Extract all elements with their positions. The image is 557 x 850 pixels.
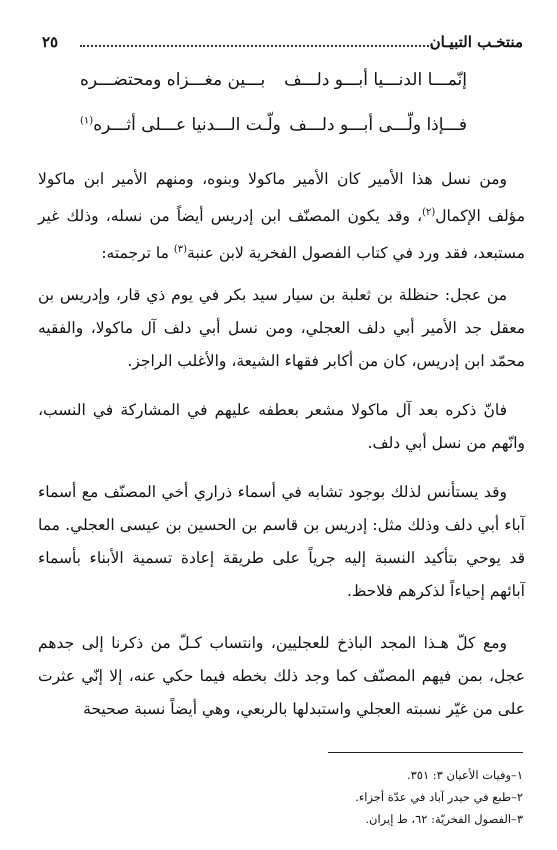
verse-first-hemistich: إنّمـــا الدنـــيا أبـــو دلـــف (284, 70, 467, 90)
verse-second-hemistich (80, 115, 281, 135)
poem-verse (40, 115, 517, 145)
footnote-item: ٣–الفصول الفخريّة: ٦٢، ط إيران. (365, 812, 523, 826)
paragraph-text: من عجل: حنظلة بن ثعلبة بن سيار سيد بكر في يوم ذي قار، وإدريس بن معقل جد الأمير أبي دلف العجلي، ومن نسل أبي دلف آل ماكولا، والفقيه محمّد ابن إدريس، كان من أكابر فقهاء الشيعة، والأغلب الراجز. (38, 286, 525, 370)
page-number: ٢٥ (42, 33, 59, 51)
verse-first-hemistich: فـــإذا ولّـــى أبـــو دلـــف (289, 115, 467, 135)
footnote-ref[interactable]: (٢) (422, 207, 436, 218)
footnote-item: ١–وفيات الأعيان ٣: ٣٥١. (406, 768, 523, 782)
running-header (42, 33, 523, 55)
paragraph-text: وقد يستأنس لذلك بوجود تشابه في أسماء ذراري أخي المصنّف مع أسماء آباء أبي دلف وذلك مثل: إدريس بن قاسم بن الحسين بن عيسى العجلي. مما قد يوحي بتأكيد النسبة إليه جرياً على طريقة إعادة تسمية الأبناء بأسماء آبائهم إحياءاً لذكرهم فلاحظ. (38, 483, 525, 600)
footnote-ref[interactable]: (١) (80, 115, 94, 127)
footnote-item: ٢–طبع في حيدر آباد في عدّة أجزاء. (355, 790, 523, 804)
verse-second-hemistich (80, 70, 265, 90)
header-dot-leader (80, 45, 433, 47)
paragraph-text: ما ترجمته: (101, 244, 174, 263)
poem-verse (40, 70, 517, 100)
paragraph-text: ومع كلّ هـذا المجد الباذخ للعجليين، وانتساب كـلّ من ذكرنا إلى جدهم عجل، بمن فيهم المصنّف كما وجد ذلك بخطه فيما حكي عنه، إلا إنّي عثرت على من غيّر نسبته العجلي واستبدلها بالربعي، وهي أيضاً نسبة صحيحة (38, 634, 525, 718)
paragraph-text: ومن نسل هذا الأمير كان الأمير ماكولا وبنوه، ومنهم الأمير ابن ماكولا مؤلف الإكمال (38, 170, 525, 226)
verse-second-text: ولّـت الـــدنيا عـــلى أثـــره (93, 115, 281, 135)
paragraph (38, 163, 525, 270)
paragraph (38, 394, 525, 460)
paragraph (38, 476, 525, 608)
running-title: منتخـب التبيـان (429, 33, 523, 51)
footnote-divider (328, 752, 523, 753)
paragraph-text: ، وقد يكون المصنّف ابن إدريس أيضاً من نسله، وذلك غير مستبعد، فقد ورد في كتاب الفصول الفخرية لابن عنبة (38, 207, 525, 263)
paragraph-text: فانّ ذكره بعد آل ماكولا مشعر بعطفه عليهم في المشاركة في النسب، وانّهم من نسل أبي دلف. (38, 401, 525, 452)
paragraph (38, 279, 525, 378)
paragraph (38, 627, 525, 726)
footnotes (40, 764, 523, 830)
verse-second-text: بـــين مغـــزاه ومحتضـــره (80, 70, 266, 90)
footnote-ref[interactable]: (٣) (173, 244, 188, 256)
